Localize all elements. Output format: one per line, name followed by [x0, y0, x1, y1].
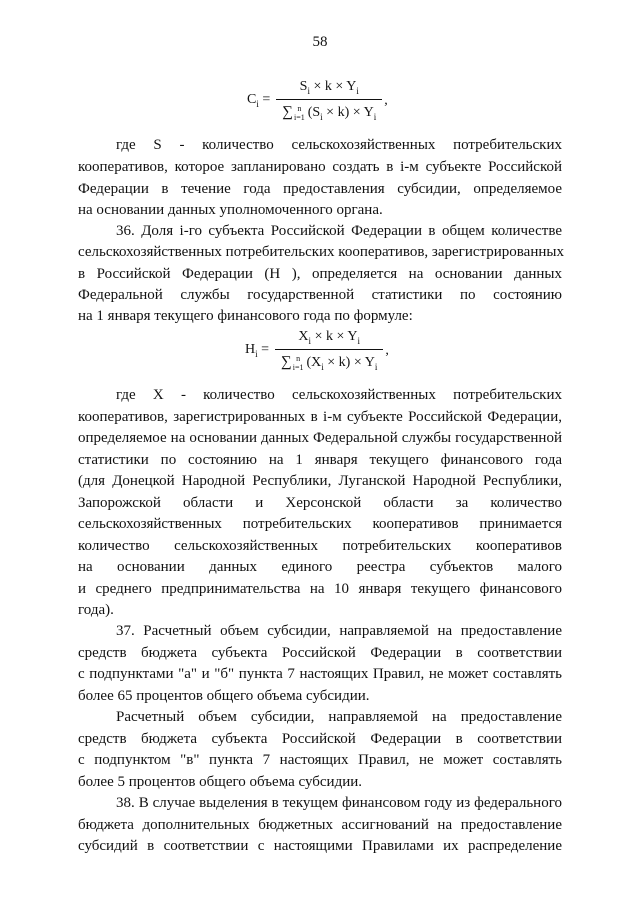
- text-line: статистики по состоянию на 1 января текущего финансового года: [78, 452, 562, 468]
- text-line: где X - количество сельскохозяйственных потребительских: [116, 387, 562, 403]
- text-line: где S - количество сельскохозяйственных потребительских: [116, 137, 562, 153]
- text-line: Федеральной службы государственной статистики по состоянию: [78, 287, 562, 303]
- text-line: определяемое на основании данных Федеральной службы государственной: [78, 430, 562, 446]
- text-line: с подпунктом "в" пункта 7 настоящих Правил, не может составлять: [78, 752, 562, 768]
- text-line: средств бюджета субъекта Российской Федерации в соответствии: [78, 645, 562, 661]
- text-line: в Российской Федерации (H ), определяется на основании данных: [78, 266, 562, 282]
- formula-hi-denominator: ∑ n i=1 $(X_i \times k) \times Y_i$: [275, 349, 383, 372]
- text-line: Расчетный объем субсидии, направляемой на предоставление: [116, 709, 562, 725]
- text-line: средств бюджета субъекта Российской Федерации в соответствии: [78, 731, 562, 747]
- text-line: и среднего предпринимательства на 10 января текущего финансового: [78, 581, 562, 597]
- formula-ci-fraction: [276, 80, 382, 122]
- text-line: количество сельскохозяйственных потребительских кооперативов: [78, 538, 562, 554]
- formula-hi-comma: ,: [385, 342, 389, 358]
- text-line: на основании данных уполномоченного органа.: [78, 202, 383, 218]
- text-line: Запорожской области и Херсонской области за количество: [78, 495, 562, 511]
- formula-hi: [245, 330, 389, 372]
- text-line: с подпунктами "а" и "б" пункта 7 настоящих Правил, не может составлять: [78, 666, 562, 682]
- formula-ci-lhs: $C_i$ =: [247, 92, 271, 109]
- text-line: более 5 процентов общего объема субсидии.: [78, 774, 363, 790]
- text-line: на основании данных единого реестра субъектов малого: [78, 559, 562, 575]
- formula-hi-lhs: $H_i$ =: [245, 342, 270, 359]
- formula-hi-fraction: [275, 330, 383, 372]
- text-line: кооперативов, которое запланировано создать в i-м субъекте Российской: [78, 159, 562, 175]
- text-line: года).: [78, 602, 114, 618]
- text-line: Федерации в течение года предоставления субсидии, определяемое: [78, 181, 562, 197]
- page-number: 58: [312, 34, 328, 50]
- text-line: более 65 процентов общего объема субсидии.: [78, 688, 370, 704]
- formula-ci-comma: ,: [384, 92, 388, 108]
- formula-ci-denominator: ∑ n i=1 $(S_i \times k) \times Y_i$: [276, 99, 382, 122]
- text-line: кооперативов, зарегистрированных в i-м субъекте Российской Федерации,: [78, 409, 562, 425]
- formula-ci: [247, 80, 388, 122]
- text-line: на 1 января текущего финансового года по формуле:: [78, 308, 413, 324]
- formula-hi-numerator: $X_i \times k \times Y_i$: [298, 329, 360, 346]
- text-line: 36. Доля i-го субъекта Российской Федерации в общем количестве: [116, 223, 562, 239]
- text-line: 38. В случае выделения в текущем финансовом году из федерального: [116, 795, 562, 811]
- text-line: бюджета дополнительных бюджетных ассигнований на предоставление: [78, 817, 562, 833]
- text-line: 37. Расчетный объем субсидии, направляемой на предоставление: [116, 623, 562, 639]
- text-line: субсидий в соответствии с настоящими Правилами их распределение: [78, 838, 562, 854]
- text-line: сельскохозяйственных потребительских кооперативов, зарегистрированных: [78, 244, 564, 260]
- text-line: сельскохозяйственных потребительских кооперативов принимается: [78, 516, 562, 532]
- text-line: (для Донецкой Народной Республики, Луганской Народной Республики,: [78, 473, 562, 489]
- formula-ci-numerator: $S_i \times k \times Y_i$: [299, 79, 359, 96]
